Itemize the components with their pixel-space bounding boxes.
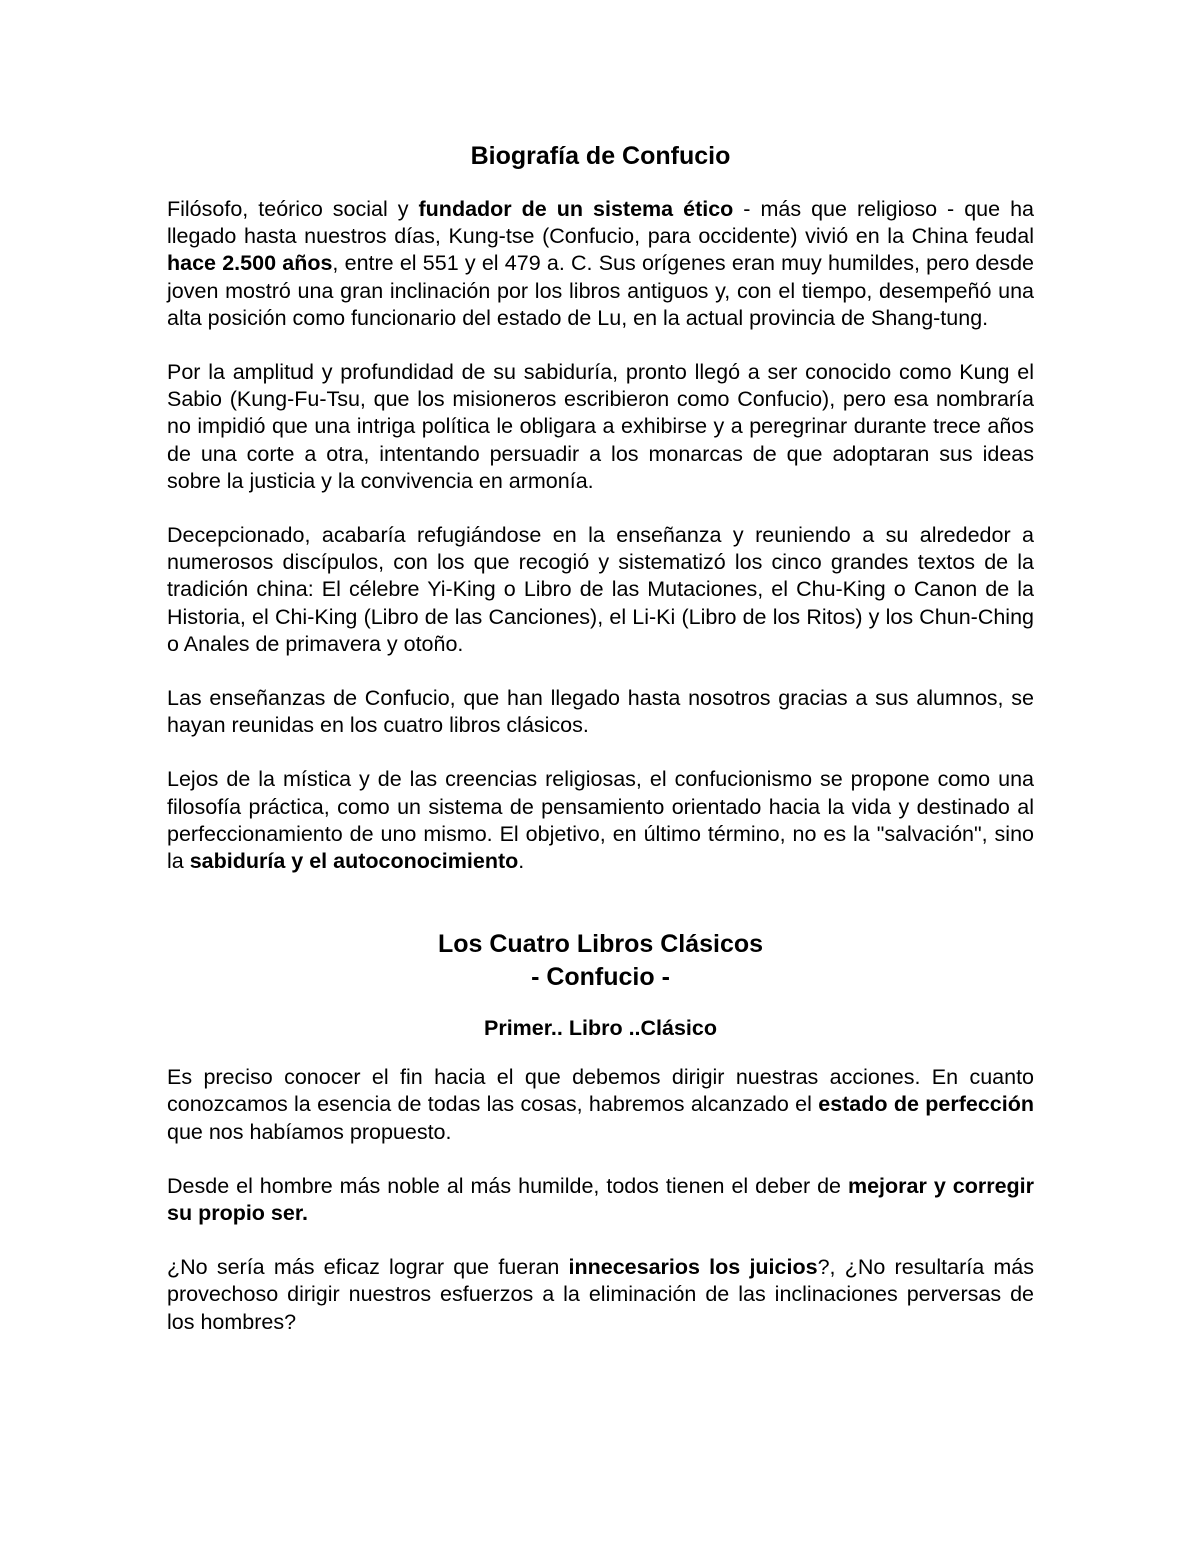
bio-p1-bold-b: hace 2.500 años [167,251,333,276]
section-title-line-2: - Confucio - [531,963,670,992]
bio-paragraph-1 [167,196,1034,332]
book-p3-text-a: ¿No sería más eficaz lograr que fueran [167,1255,569,1280]
book-p2-text-a: Desde el hombre más noble al más humilde, todos tienen el deber de [167,1173,848,1198]
book-p1-text-a: Es preciso conocer el fin hacia el que debemos dirigir nuestras acciones. En cuanto conozcamos la esencia de todas las cosas, habremos alcanzado el [167,1065,1034,1117]
bio-p1-bold-a: fundador de un sistema ético [418,197,734,221]
book-paragraph-1 [167,1064,1034,1146]
bio-paragraph-5 [167,766,1034,875]
bio-p1-text-c: , entre el 551 y el 479 a. C. Sus orígenes eran muy humildes, pero desde joven mostró una gran inclinación por los libros antiguos y, con el tiempo, desempeñó una alta posición como funcionario del estado de Lu, en la actual provincia de Shang-tung. [167,251,1034,330]
bio-paragraph-4: Las enseñanzas de Confucio, que han llegado hasta nosotros gracias a sus alumnos, se hayan reunidas en los cuatro libros clásicos. [167,686,1034,738]
bio-paragraph-3: Decepcionado, acabaría refugiándose en la enseñanza y reuniendo a su alrededor a numerosos discípulos, con los que recogió y sistematizó los cinco grandes textos de la tradición china: El célebre Yi-King o Libro de las Mutaciones, el Chu-King o Canon de la Historia, el Chi-King (Libro de las Canciones), el Li-Ki (Libro de los Ritos) y los Chun-Ching o Anales de primavera y otoño. [167,523,1034,656]
book-p1-bold: estado de perfección [818,1092,1034,1117]
bio-p5-bold: sabiduría y el autoconocimiento [189,849,519,874]
book-p1-text-b: que nos habíamos propuesto. [167,1119,452,1144]
subheading-first-book: Primer.. Libro ..Clásico [484,1016,717,1041]
book-p2-bold: mejorar y corregir su propio ser. [167,1173,1034,1226]
book-paragraph-3 [167,1254,1034,1336]
page-title: Biografía de Confucio [470,142,731,170]
bio-p5-text-a: Lejos de la mística y de las creencias religiosas, el confucionismo se propone como una filosofía práctica, como un sistema de pensamiento orientado hacia la vida y destinado al perfeccionamiento de uno mismo. El objetivo, en último término, no es la "salvación", sino la [167,767,1034,874]
section-spacer [167,902,1034,928]
bio-p1-text-a: Filósofo, teórico social y [167,197,419,221]
bio-p1-text-b: - más que religioso - que ha llegado hasta nuestros días, Kung-tse (Confucio, para occidente) vivió en la China feudal [167,197,1034,249]
document-page [167,138,1034,1363]
book-p3-bold: innecesarios los juicios [568,1255,818,1280]
book-paragraph-2 [167,1173,1034,1227]
book-p3-text-b: ?, ¿No resultaría más provechoso dirigir nuestros esfuerzos a la eliminación de las inclinaciones perversas de los hombres? [167,1255,1034,1334]
bio-p5-text-b: . [518,849,525,874]
bio-paragraph-2: Por la amplitud y profundidad de su sabiduría, pronto llegó a ser conocido como Kung el Sabio (Kung-Fu-Tsu, que los misioneros escribieron como Confucio), pero esa nombraría no impidió que una intriga política le obligara a exhibirse y a peregrinar durante trece años de una corte a otra, intentando persuadir a los monarcas de que adoptaran sus ideas sobre la justicia y la convivencia en armonía. [167,360,1034,493]
section-title-line-1: Los Cuatro Libros Clásicos [437,930,764,959]
